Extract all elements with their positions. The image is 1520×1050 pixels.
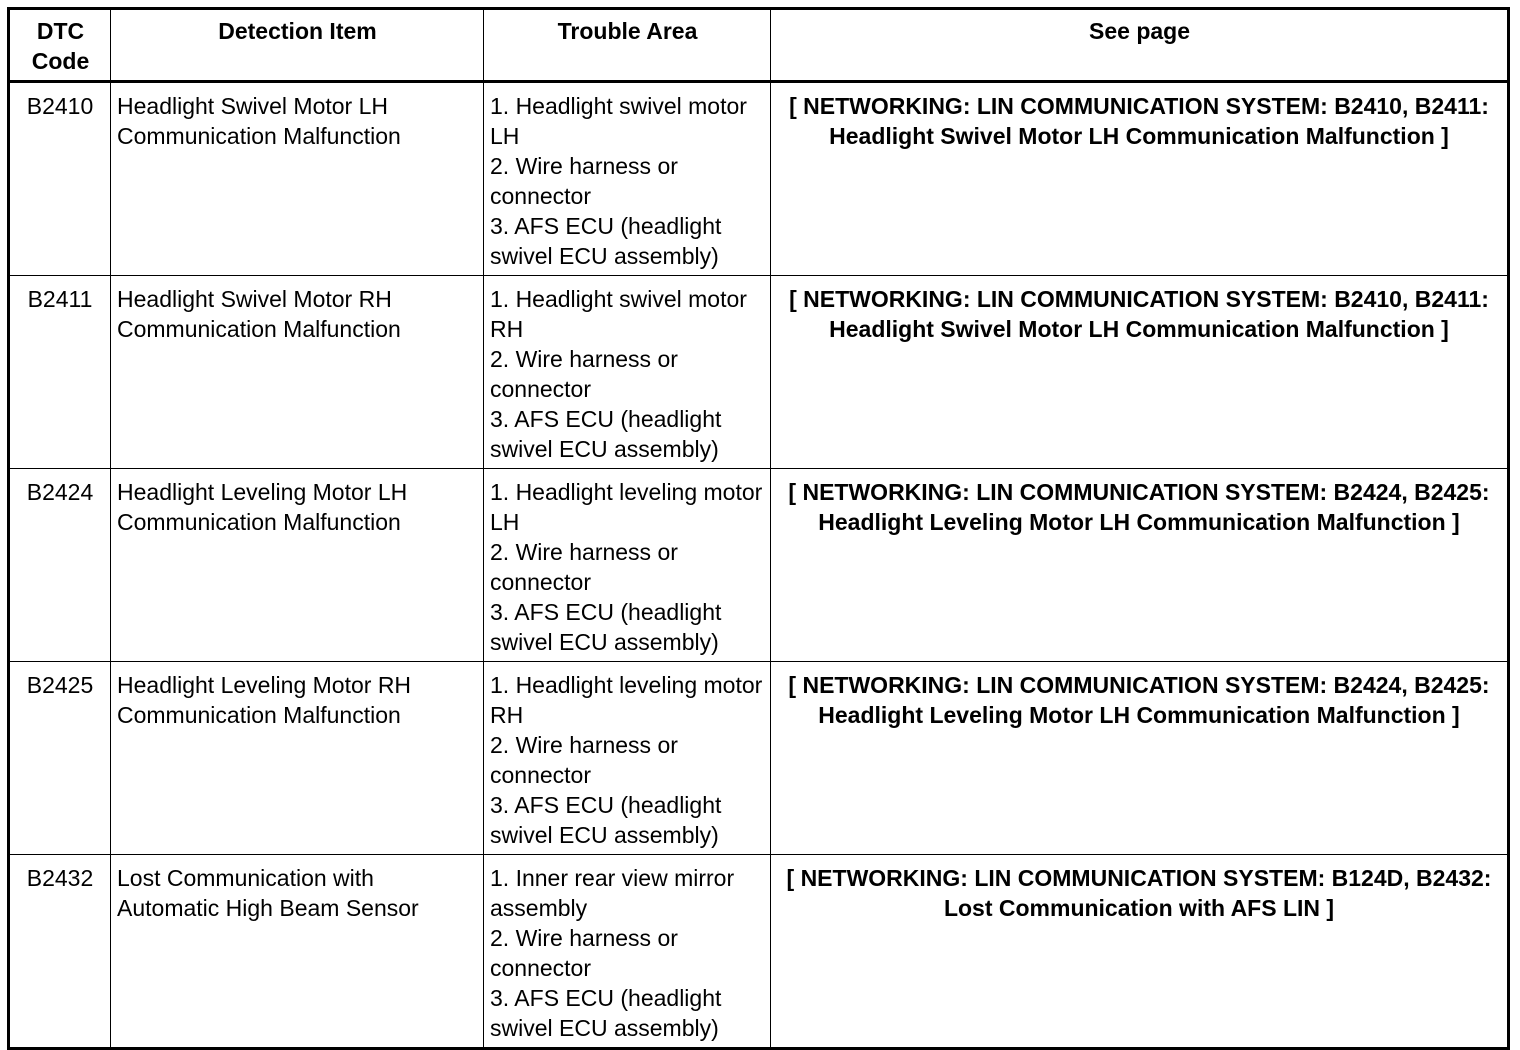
table-body (9, 82, 1509, 1049)
see-page-cell (771, 855, 1509, 1049)
table-row (9, 662, 1509, 855)
trouble-area-line: 3. AFS ECU (headlight swivel ECU assembly) (490, 213, 722, 269)
detection-item-cell: Lost Communication with Automatic High Beam Sensor (111, 855, 484, 1049)
detection-item-cell: Headlight Leveling Motor RH Communication Malfunction (111, 662, 484, 855)
header-dtc-code-line2: Code (31, 48, 90, 74)
trouble-area-line: 1. Headlight swivel motor LH (490, 93, 747, 149)
trouble-area-cell (484, 469, 771, 662)
dtc-code-cell: B2425 (9, 662, 111, 855)
table-header (9, 9, 1509, 82)
see-page-cell (771, 276, 1509, 469)
trouble-area-line: 1. Headlight swivel motor RH (490, 286, 747, 342)
trouble-area-cell (484, 662, 771, 855)
see-page-cell (771, 82, 1509, 276)
header-dtc-code (9, 9, 111, 82)
trouble-area-line: 3. AFS ECU (headlight swivel ECU assembly) (490, 599, 722, 655)
trouble-area-line: 3. AFS ECU (headlight swivel ECU assembly) (490, 985, 722, 1041)
detection-item-cell: Headlight Swivel Motor RH Communication Malfunction (111, 276, 484, 469)
header-row (9, 9, 1509, 82)
header-trouble-area: Trouble Area (484, 9, 771, 82)
header-detection-item: Detection Item (111, 9, 484, 82)
header-dtc-code-line1: DTC (36, 18, 85, 44)
see-page-link[interactable]: [ NETWORKING: LIN COMMUNICATION SYSTEM: B2410, B2411: Headlight Swivel Motor LH Communication Malfunction ] (789, 286, 1489, 342)
see-page-cell (771, 469, 1509, 662)
dtc-code-cell: B2410 (9, 82, 111, 276)
trouble-area-line: 2. Wire harness or connector (490, 153, 678, 209)
header-see-page: See page (771, 9, 1509, 82)
detection-item-cell: Headlight Leveling Motor LH Communication Malfunction (111, 469, 484, 662)
trouble-area-line: 2. Wire harness or connector (490, 925, 678, 981)
trouble-area-line: 2. Wire harness or connector (490, 346, 678, 402)
see-page-link[interactable]: [ NETWORKING: LIN COMMUNICATION SYSTEM: B2424, B2425: Headlight Leveling Motor LH Communication Malfunction ] (788, 479, 1490, 535)
dtc-code-cell: B2432 (9, 855, 111, 1049)
trouble-area-line: 3. AFS ECU (headlight swivel ECU assembly) (490, 406, 722, 462)
trouble-area-line: 2. Wire harness or connector (490, 732, 678, 788)
trouble-area-line: 1. Inner rear view mirror assembly (490, 865, 735, 921)
trouble-area-cell (484, 82, 771, 276)
table-row (9, 469, 1509, 662)
trouble-area-line: 1. Headlight leveling motor RH (490, 672, 763, 728)
table-row (9, 82, 1509, 276)
trouble-area-cell (484, 855, 771, 1049)
table-row (9, 276, 1509, 469)
trouble-area-line: 3. AFS ECU (headlight swivel ECU assembly) (490, 792, 722, 848)
table-row (9, 855, 1509, 1049)
dtc-code-cell: B2411 (9, 276, 111, 469)
detection-item-cell: Headlight Swivel Motor LH Communication Malfunction (111, 82, 484, 276)
see-page-cell (771, 662, 1509, 855)
trouble-area-cell (484, 276, 771, 469)
trouble-area-line: 1. Headlight leveling motor LH (490, 479, 763, 535)
dtc-table (7, 7, 1510, 1050)
dtc-code-cell: B2424 (9, 469, 111, 662)
see-page-link[interactable]: [ NETWORKING: LIN COMMUNICATION SYSTEM: B2424, B2425: Headlight Leveling Motor LH Communication Malfunction ] (788, 672, 1490, 728)
see-page-link[interactable]: [ NETWORKING: LIN COMMUNICATION SYSTEM: B2410, B2411: Headlight Swivel Motor LH Communication Malfunction ] (789, 93, 1489, 149)
see-page-link[interactable]: [ NETWORKING: LIN COMMUNICATION SYSTEM: B124D, B2432: Lost Communication with AFS LIN ] (786, 865, 1492, 921)
trouble-area-line: 2. Wire harness or connector (490, 539, 678, 595)
